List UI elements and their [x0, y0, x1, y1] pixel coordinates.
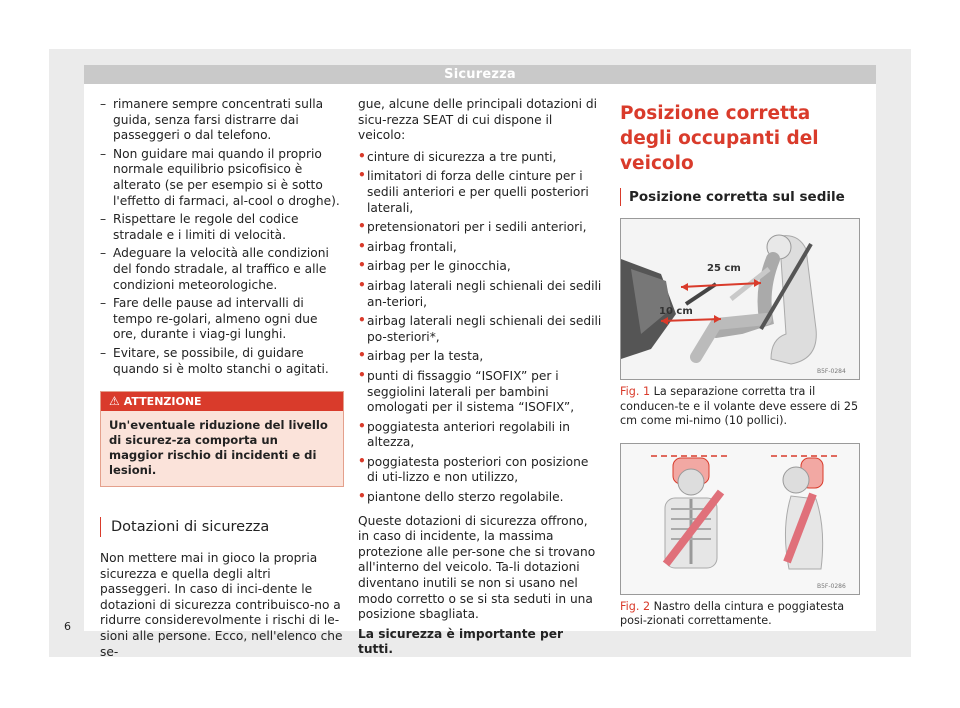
belt-headrest-illustration	[621, 444, 859, 594]
warning-triangle-icon: ⚠	[109, 394, 120, 409]
section-title: Dotazioni di sicurezza	[100, 517, 344, 537]
paragraph: gue, alcune delle principali dotazioni di sicu-rezza SEAT di cui dispone il veicolo:	[358, 97, 598, 143]
figure-caption: Fig. 2 Nastro della cintura e poggiatesta posi-zionati correttamente.	[620, 599, 845, 627]
list-item: • poggiatesta posteriori con posizione di uti-lizzo e non utilizzo,	[358, 453, 589, 485]
figure-caption: Fig. 1 La separazione corretta tra il conducen-te e il volante deve essere di 25 cm come mi-nimo (10 pollici).	[620, 385, 859, 427]
list-item: • airbag per le ginocchia,	[358, 258, 511, 274]
warning-text: Un'eventuale riduzione del livello di sicurez-za comporta un maggior rischio di incidenti e di lesioni.	[101, 411, 343, 486]
list-item: – Non guidare mai quando il proprio normale equilibrio psicofisico è alterato (se per esempio si è sotto l'effetto di farmaci, al-cool o droghe).	[100, 146, 340, 208]
warning-box	[100, 391, 344, 487]
paragraph: Queste dotazioni di sicurezza offrono, in caso di incidente, la massima protezione alle per-sone che si trovano all'interno del veicolo. Ta-li dotazioni diventano inutili se non si usano nel modo corretto o se si sta seduti in una posizione sbagliata.	[358, 513, 596, 622]
list-item: • airbag laterali negli schienali dei sedili po-steriori*,	[358, 313, 602, 344]
page-number: 6	[64, 620, 71, 633]
list-item: • piantone dello sterzo regolabile.	[358, 489, 564, 505]
paragraph: Non mettere mai in gioco la propria sicurezza e quella degli altri passeggeri. In caso di inci-dente le dotazioni di sicurezza contribuisco-no a ridurre considerevolmente i rischi di le-sioni alle persone. Ecco, nell'elenco che se-	[100, 551, 343, 659]
chapter-heading: Posizione corretta degli occupanti del veicolo	[620, 103, 819, 174]
manual-page	[84, 65, 876, 659]
list-item: • poggiatesta anteriori regolabili in altezza,	[358, 418, 571, 450]
list-item: – Evitare, se possibile, di guidare quando si è molto stanchi o agitati.	[100, 345, 329, 376]
figure-code: B5F-0286	[817, 582, 846, 590]
list-item: • pretensionatori per i sedili anteriori,	[358, 219, 587, 235]
list-item: – Rispettare le regole del codice stradale e i limiti di velocità.	[100, 212, 299, 242]
distance-label-25: 25 cm	[707, 263, 741, 274]
figure-seat-distance	[620, 218, 860, 380]
list-item: • airbag laterali negli schienali dei sedili an-teriori,	[358, 277, 602, 309]
column-middle	[358, 97, 602, 658]
list-item: • limitatori di forza delle cinture per i sedili anteriori e per quelli posteriori laterali,	[358, 168, 589, 215]
list-item: • punti di fissaggio “ISOFIX” per i seggiolini laterali per bambini omologati per il sistema “ISOFIX”,	[358, 367, 575, 415]
subsection-heading: Posizione corretta sul sedile	[620, 188, 860, 206]
distance-label-10: 10 cm	[659, 306, 693, 317]
list-item: – Fare delle pause ad intervalli di tempo re-golari, almeno ogni due ore, durante i viag-gi lunghi.	[100, 296, 318, 342]
figure-belt-headrest	[620, 443, 860, 595]
list-item: – Adeguare la velocità alle condizioni del fondo stradale, al traffico e alle condizioni meteorologiche.	[100, 246, 329, 292]
column-left	[100, 97, 344, 660]
list-item: • cinture di sicurezza a tre punti,	[358, 148, 557, 164]
column-right	[620, 101, 860, 629]
list-item: • airbag per la testa,	[358, 348, 484, 364]
list-item: • airbag frontali,	[358, 238, 457, 254]
emphasis-line: La sicurezza è importante per tutti.	[358, 626, 564, 657]
page-header: Sicurezza	[84, 65, 876, 84]
seating-distance-illustration	[621, 219, 859, 379]
warning-header: ⚠ ATTENZIONE	[101, 392, 343, 411]
figure-code: B5F-0284	[817, 368, 846, 375]
list-item: – rimanere sempre concentrati sulla guida, senza farsi distrarre dai passeggeri o dal telefono.	[100, 97, 324, 143]
